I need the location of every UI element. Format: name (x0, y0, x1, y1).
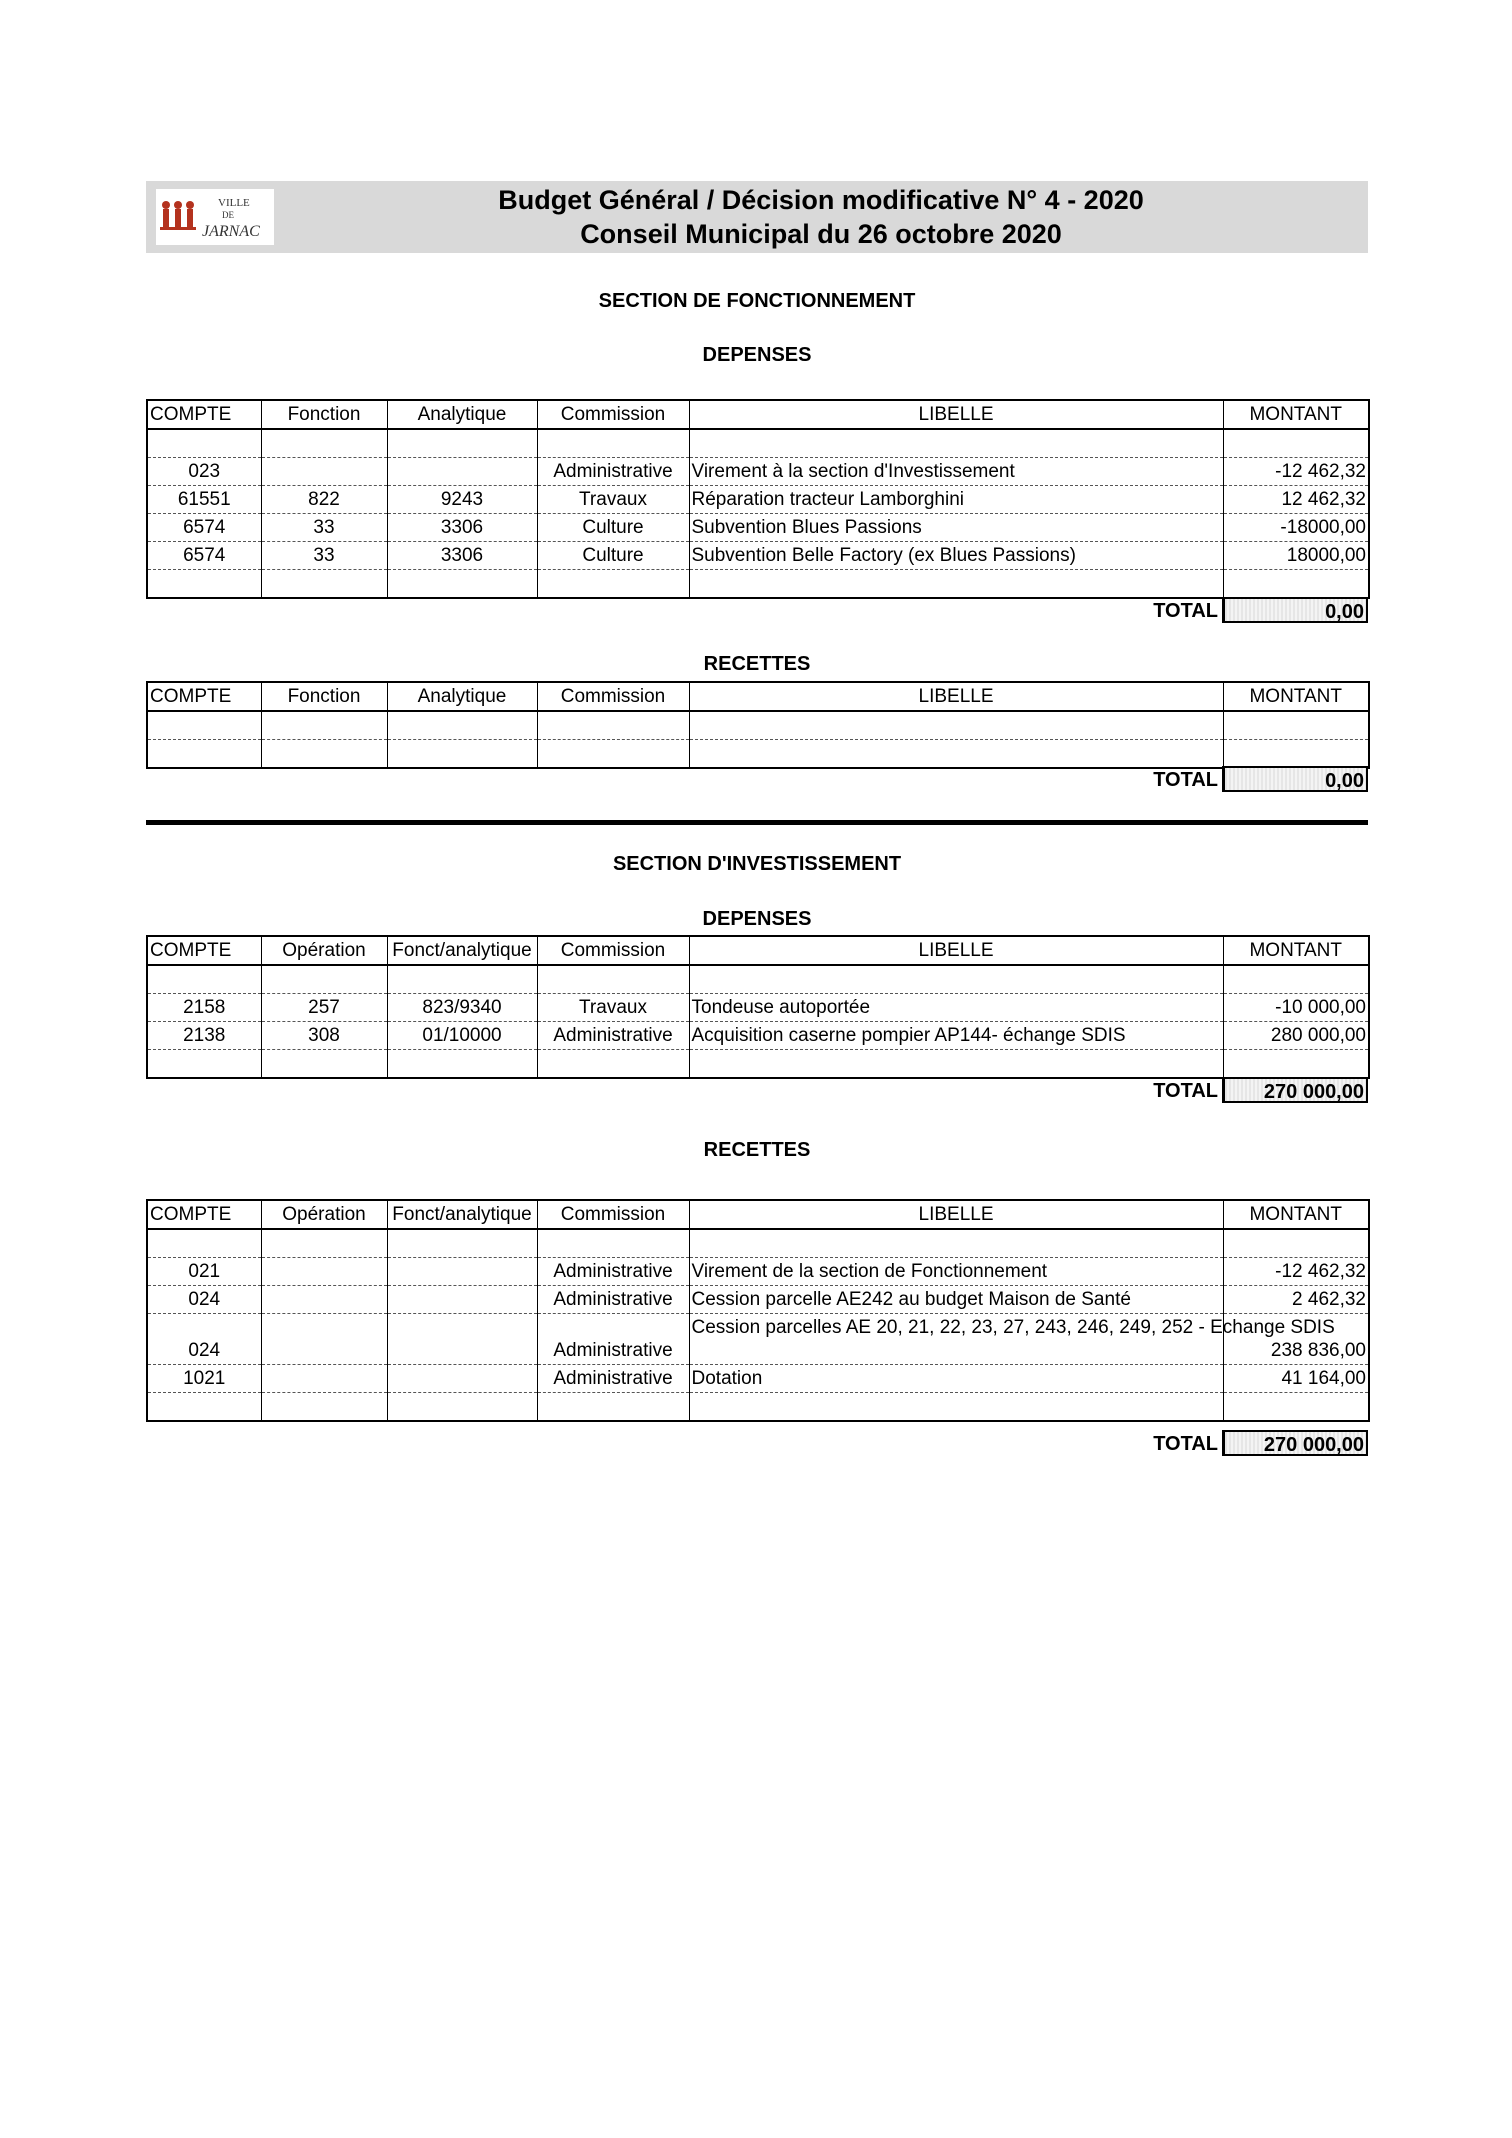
compte-cell (147, 1393, 261, 1422)
commission-cell: Culture (537, 542, 689, 570)
table-row (147, 514, 1369, 542)
commission-cell: Administrative (537, 1365, 689, 1393)
analytique-cell: 823/9340 (387, 994, 537, 1022)
analytique-cell (387, 458, 537, 486)
libelle-cell: Virement à la section d'Investissement (689, 458, 1223, 486)
column-header: LIBELLE (689, 936, 1223, 965)
investissement-depenses-total (146, 1077, 1368, 1105)
investissement-recettes-total (146, 1430, 1368, 1458)
compte-cell (147, 740, 261, 769)
table-header-row (147, 1200, 1369, 1229)
compte-cell: 1021 (147, 1365, 261, 1393)
investissement-recettes-table (146, 1199, 1370, 1422)
analytique-cell: 9243 (387, 486, 537, 514)
fonctionnement-depenses-title: DEPENSES (702, 344, 812, 366)
commission-cell: Administrative (537, 1314, 689, 1365)
fonction-cell: 822 (261, 486, 387, 514)
montant-cell: -10 000,00 (1223, 994, 1369, 1022)
fonctionnement-recettes-total (146, 766, 1368, 794)
commission-cell: Administrative (537, 1258, 689, 1286)
investissement-recettes-title: RECETTES (703, 1139, 811, 1161)
table-row (147, 458, 1369, 486)
fonction-cell: 257 (261, 994, 387, 1022)
column-header: Commission (537, 682, 689, 711)
column-header: MONTANT (1223, 682, 1369, 711)
jarnac-logo (156, 189, 274, 245)
commission-cell (537, 740, 689, 769)
table-row (147, 994, 1369, 1022)
analytique-cell (387, 1050, 537, 1079)
compte-cell: 61551 (147, 486, 261, 514)
analytique-cell: 3306 (387, 514, 537, 542)
logo-ville-text: VILLE (218, 197, 250, 209)
fonction-cell (261, 965, 387, 994)
column-header: Analytique (387, 682, 537, 711)
section-fonctionnement-title: SECTION DE FONCTIONNEMENT (598, 290, 916, 312)
fonctionnement-recettes-title: RECETTES (703, 653, 811, 675)
commission-cell (537, 1393, 689, 1422)
table-row (147, 1258, 1369, 1286)
compte-cell (147, 1229, 261, 1258)
analytique-cell (387, 1393, 537, 1422)
fonction-cell (261, 1258, 387, 1286)
libelle-cell: Cession parcelles AE 20, 21, 22, 23, 27, 243, 246, 249, 252 - Echange SDIS (689, 1314, 1223, 1365)
analytique-cell (387, 965, 537, 994)
commission-cell (537, 1229, 689, 1258)
montant-cell: 238 836,00 (1223, 1314, 1369, 1365)
table-row (147, 1393, 1369, 1422)
commission-cell (537, 570, 689, 599)
montant-cell: -12 462,32 (1223, 1258, 1369, 1286)
commission-cell: Travaux (537, 994, 689, 1022)
column-header: Fonct/analytique (387, 1200, 537, 1229)
compte-cell: 2158 (147, 994, 261, 1022)
montant-cell (1223, 1229, 1369, 1258)
table-row (147, 1314, 1369, 1365)
table-row (147, 1286, 1369, 1314)
fonction-cell (261, 1229, 387, 1258)
libelle-cell (689, 1229, 1223, 1258)
fonction-cell (261, 1365, 387, 1393)
total-value: 0,00 (1222, 597, 1368, 623)
table-row (147, 486, 1369, 514)
section-investissement-title: SECTION D'INVESTISSEMENT (612, 853, 902, 875)
libelle-cell: Virement de la section de Fonctionnement (689, 1258, 1223, 1286)
compte-cell: 024 (147, 1314, 261, 1365)
analytique-cell: 01/10000 (387, 1022, 537, 1050)
compte-cell: 021 (147, 1258, 261, 1286)
compte-cell (147, 1050, 261, 1079)
libelle-cell (689, 1393, 1223, 1422)
column-header: Commission (537, 1200, 689, 1229)
column-header: Analytique (387, 400, 537, 429)
total-value: 270 000,00 (1222, 1430, 1368, 1456)
column-header: Fonction (261, 682, 387, 711)
commission-cell: Travaux (537, 486, 689, 514)
total-label: TOTAL (1153, 769, 1218, 791)
montant-cell: -12 462,32 (1223, 458, 1369, 486)
fonction-cell (261, 1314, 387, 1365)
fonctionnement-recettes-table (146, 681, 1370, 769)
column-header: Opération (261, 936, 387, 965)
libelle-cell: Subvention Belle Factory (ex Blues Passions) (689, 542, 1223, 570)
montant-cell (1223, 429, 1369, 458)
compte-cell (147, 965, 261, 994)
compte-cell (147, 429, 261, 458)
table-row (147, 740, 1369, 769)
document-title: Budget Général / Décision modificative N° 4 - 2020 (498, 185, 1144, 215)
commission-cell (537, 1050, 689, 1079)
table-header-row (147, 682, 1369, 711)
montant-cell (1223, 711, 1369, 740)
libelle-cell (689, 1050, 1223, 1079)
table-row (147, 1229, 1369, 1258)
montant-cell (1223, 1393, 1369, 1422)
montant-cell: 2 462,32 (1223, 1286, 1369, 1314)
fonction-cell (261, 740, 387, 769)
document-header (146, 181, 1368, 253)
montant-cell (1223, 570, 1369, 599)
fonction-cell (261, 1393, 387, 1422)
commission-cell: Administrative (537, 1022, 689, 1050)
fonction-cell: 33 (261, 514, 387, 542)
analytique-cell (387, 711, 537, 740)
column-header: COMPTE (147, 400, 261, 429)
column-header: MONTANT (1223, 936, 1369, 965)
total-value: 270 000,00 (1222, 1077, 1368, 1103)
fonction-cell (261, 429, 387, 458)
analytique-cell (387, 429, 537, 458)
compte-cell (147, 570, 261, 599)
libelle-cell: Tondeuse autoportée (689, 994, 1223, 1022)
document-subtitle: Conseil Municipal du 26 octobre 2020 (580, 219, 1062, 249)
table-row (147, 1050, 1369, 1079)
fonctionnement-depenses-total (146, 597, 1368, 625)
column-header: COMPTE (147, 936, 261, 965)
fonction-cell: 308 (261, 1022, 387, 1050)
column-header: LIBELLE (689, 682, 1223, 711)
libelle-cell (689, 965, 1223, 994)
investissement-depenses-table (146, 935, 1370, 1079)
libelle-cell: Dotation (689, 1365, 1223, 1393)
table-row (147, 965, 1369, 994)
montant-cell: 41 164,00 (1223, 1365, 1369, 1393)
commission-cell (537, 429, 689, 458)
column-header: COMPTE (147, 1200, 261, 1229)
table-row (147, 429, 1369, 458)
analytique-cell (387, 570, 537, 599)
libelle-cell: Acquisition caserne pompier AP144- échange SDIS (689, 1022, 1223, 1050)
table-row (147, 711, 1369, 740)
fonction-cell (261, 1050, 387, 1079)
column-header: MONTANT (1223, 400, 1369, 429)
logo-de-text: DE (222, 210, 234, 220)
column-header: Opération (261, 1200, 387, 1229)
compte-cell: 023 (147, 458, 261, 486)
compte-cell: 6574 (147, 542, 261, 570)
analytique-cell (387, 1286, 537, 1314)
column-header: COMPTE (147, 682, 261, 711)
analytique-cell (387, 1314, 537, 1365)
analytique-cell (387, 1258, 537, 1286)
compte-cell: 2138 (147, 1022, 261, 1050)
table-header-row (147, 400, 1369, 429)
total-label: TOTAL (1153, 1433, 1218, 1455)
column-header: Commission (537, 936, 689, 965)
fonction-cell (261, 458, 387, 486)
libelle-cell: Réparation tracteur Lamborghini (689, 486, 1223, 514)
logo-jarnac-text: JARNAC (202, 223, 260, 240)
total-label: TOTAL (1153, 600, 1218, 622)
libelle-cell (689, 740, 1223, 769)
compte-cell: 024 (147, 1286, 261, 1314)
fonction-cell (261, 711, 387, 740)
compte-cell (147, 711, 261, 740)
table-row (147, 1365, 1369, 1393)
section-divider (146, 820, 1368, 825)
montant-cell (1223, 740, 1369, 769)
analytique-cell (387, 1365, 537, 1393)
total-label: TOTAL (1153, 1080, 1218, 1102)
column-header: Fonct/analytique (387, 936, 537, 965)
total-value: 0,00 (1222, 766, 1368, 792)
analytique-cell (387, 1229, 537, 1258)
fonctionnement-depenses-table (146, 399, 1370, 599)
column-header: LIBELLE (689, 400, 1223, 429)
column-header: LIBELLE (689, 1200, 1223, 1229)
montant-cell (1223, 965, 1369, 994)
libelle-cell (689, 429, 1223, 458)
analytique-cell (387, 740, 537, 769)
compte-cell: 6574 (147, 514, 261, 542)
analytique-cell: 3306 (387, 542, 537, 570)
libelle-cell (689, 570, 1223, 599)
commission-cell: Administrative (537, 458, 689, 486)
commission-cell (537, 965, 689, 994)
table-row (147, 1022, 1369, 1050)
commission-cell: Culture (537, 514, 689, 542)
commission-cell (537, 711, 689, 740)
libelle-cell: Cession parcelle AE242 au budget Maison de Santé (689, 1286, 1223, 1314)
montant-cell (1223, 1050, 1369, 1079)
libelle-cell (689, 711, 1223, 740)
column-header: Commission (537, 400, 689, 429)
fonction-cell: 33 (261, 542, 387, 570)
table-header-row (147, 936, 1369, 965)
column-header: MONTANT (1223, 1200, 1369, 1229)
investissement-depenses-title: DEPENSES (702, 908, 812, 930)
fonction-cell (261, 1286, 387, 1314)
table-row (147, 570, 1369, 599)
fonction-cell (261, 570, 387, 599)
commission-cell: Administrative (537, 1286, 689, 1314)
montant-cell: 12 462,32 (1223, 486, 1369, 514)
column-header: Fonction (261, 400, 387, 429)
montant-cell: 280 000,00 (1223, 1022, 1369, 1050)
montant-cell: 18000,00 (1223, 542, 1369, 570)
table-row (147, 542, 1369, 570)
montant-cell: -18000,00 (1223, 514, 1369, 542)
libelle-cell: Subvention Blues Passions (689, 514, 1223, 542)
